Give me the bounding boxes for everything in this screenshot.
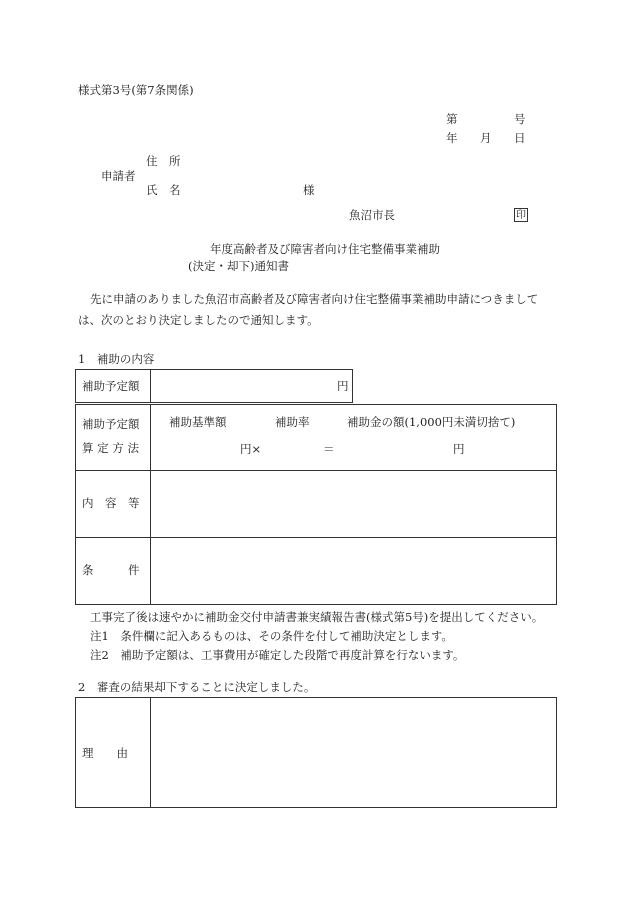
- yen-times: 円×: [240, 442, 262, 456]
- applicant-honorific: 様: [303, 183, 315, 197]
- reason-table: [75, 697, 557, 808]
- applicant-name-label: 氏 名: [146, 183, 181, 197]
- document-title-line2: (決定・却下)通知書: [188, 259, 289, 273]
- col-rate-label: 補助率: [275, 415, 310, 429]
- content-label: 内 容 等: [82, 496, 140, 510]
- note-2: 注2 補助予定額は、工事費用が確定した段階で再度計算を行ないます。: [90, 648, 465, 662]
- issuer-title: 魚沼市長: [349, 208, 395, 222]
- col-base-label: 補助基準額: [169, 415, 227, 429]
- calc-label-line1: 補助予定額: [82, 417, 140, 431]
- intro-line1: 先に申請のありました魚沼市高齢者及び障害者向け住宅整備事業補助申請につきまして: [90, 292, 539, 306]
- main-table: [75, 404, 557, 605]
- condition-label: 条 件: [82, 563, 140, 577]
- row-sep-1: [75, 470, 557, 471]
- document-title-line1: 年度高齢者及び障害者向け住宅整備事業補助: [210, 242, 440, 256]
- header-go: 号: [514, 112, 526, 126]
- main-table-divider: [150, 404, 151, 605]
- planned-amount-yen: 円: [337, 379, 349, 393]
- section2-heading: 2 審査の結果却下することに決定しました。: [78, 680, 316, 694]
- header-month: 月: [480, 131, 492, 145]
- form-number: 様式第3号(第7条関係): [78, 83, 194, 97]
- note-1: 注1 条件欄に記入あるものは、その条件を付して補助決定とします。: [90, 629, 453, 643]
- planned-amount-divider: [150, 369, 151, 403]
- header-year: 年: [446, 131, 458, 145]
- calc-label-line2: 算 定 方 法: [82, 441, 139, 455]
- seal-mark: 印: [516, 210, 526, 221]
- planned-amount-label: 補助予定額: [82, 379, 140, 393]
- calc-yen: 円: [453, 442, 465, 456]
- reason-label: 理 由: [82, 746, 128, 760]
- equals-sign: ＝: [323, 442, 335, 456]
- applicant-address-label: 住 所: [146, 154, 181, 168]
- applicant-label: 申請者: [101, 169, 136, 183]
- intro-line2: は、次のとおり決定しましたので通知します。: [78, 313, 319, 327]
- header-day: 日: [514, 131, 526, 145]
- col-amount-label: 補助金の額(1,000円未満切捨て): [347, 415, 516, 429]
- note-line1: 工事完了後は速やかに補助金交付申請書兼実績報告書(様式第5号)を提出してください。: [90, 610, 544, 624]
- section1-heading: 1 補助の内容: [78, 352, 155, 366]
- row-sep-2: [75, 537, 557, 538]
- reason-table-divider: [150, 697, 151, 808]
- header-dai: 第: [446, 112, 458, 126]
